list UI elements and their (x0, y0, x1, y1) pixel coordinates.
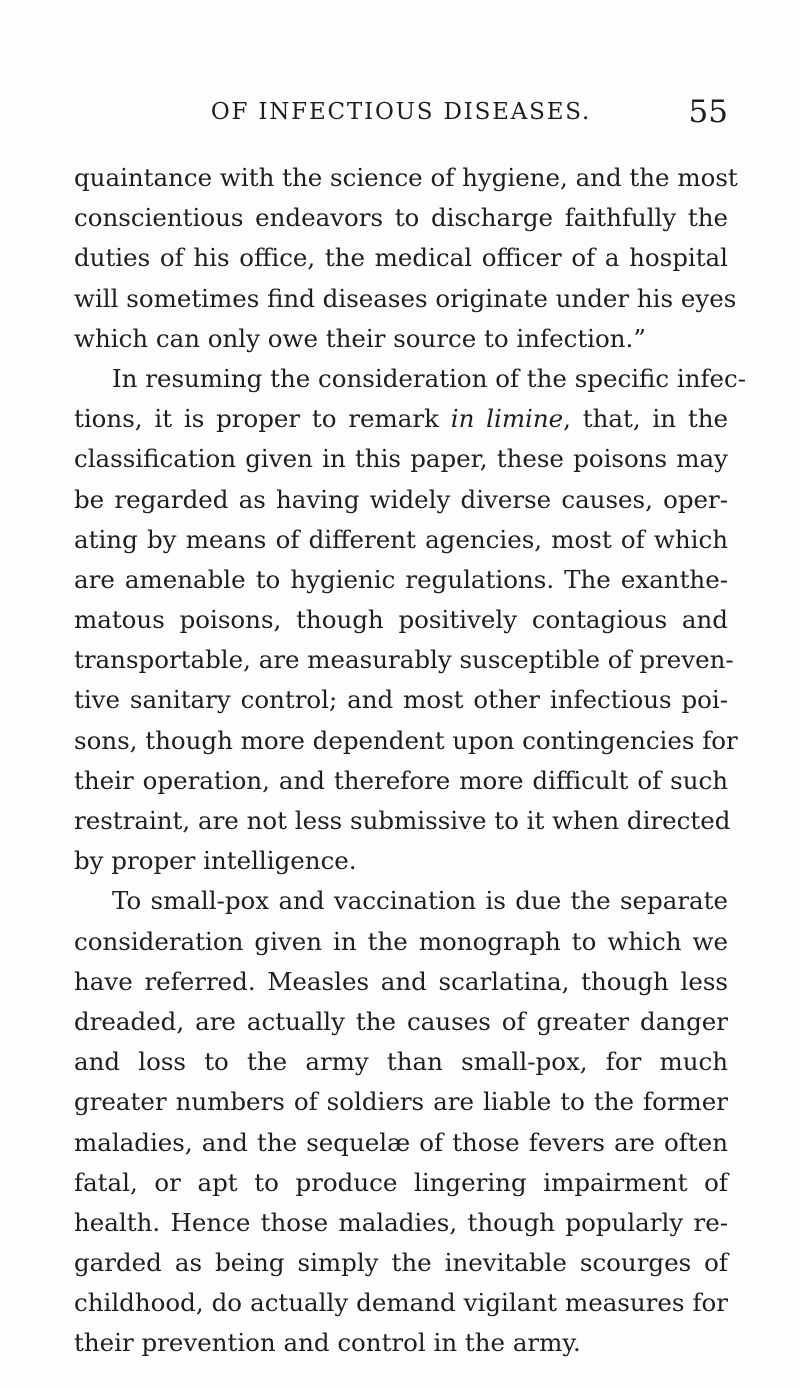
text-line: by proper intelligence. (74, 846, 357, 876)
text-line: transportable, are measurably susceptible of preven- (74, 645, 734, 675)
text-line: garded as being simply the inevitable scourges of (74, 1248, 728, 1278)
paragraph-start-line: To small-pox and vaccination is due the separate (112, 886, 728, 916)
text-line: which can only owe their source to infection.” (74, 323, 646, 353)
text-line: conscientious endeavors to discharge faithfully the (74, 203, 728, 233)
text-line: will sometimes find diseases originate under his eyes (74, 283, 737, 313)
text-line: duties of his office, the medical officer of a hospital (74, 243, 728, 273)
text-line: tive sanitary control; and most other infectious poi- (74, 685, 728, 715)
italic-phrase: in limine (450, 404, 564, 434)
text-line: fatal, or apt to produce lingering impairment of (74, 1167, 728, 1197)
text-line: are amenable to hygienic regulations. The exanthe- (74, 564, 728, 594)
text-line: health. Hence those maladies, though popularly re- (74, 1207, 728, 1237)
running-head (74, 92, 728, 132)
text-line: dreaded, are actually the causes of greater danger (74, 1006, 728, 1036)
paragraph-start-line: In resuming the consideration of the specific infec- (112, 363, 747, 393)
text-line: their operation, and therefore more difficult of such (74, 765, 728, 795)
text-segment: , that, in the (563, 404, 728, 434)
text-line: childhood, do actually demand vigilant measures for (74, 1288, 728, 1318)
text-line: and loss to the army than small-pox, for much (74, 1047, 728, 1077)
text-line: restraint, are not less submissive to it when directed (74, 806, 731, 835)
text-line: sons, though more dependent upon contingencies for (74, 725, 738, 755)
text-line: consideration given in the monograph to which we (74, 926, 728, 956)
text-segment: tions, it is proper to remark (74, 404, 451, 434)
text-line: their prevention and control in the army. (74, 1328, 581, 1358)
text-line: ating by means of different agencies, most of which (74, 524, 728, 554)
text-line: quaintance with the science of hygiene, and the most (74, 163, 738, 192)
body-text (74, 158, 747, 1364)
text-line: maladies, and the sequelæ of those fevers are often (74, 1127, 728, 1157)
running-title: OF INFECTIOUS DISEASES. (210, 99, 592, 125)
text-line: be regarded as having widely diverse causes, oper- (74, 484, 728, 514)
page-number: 55 (688, 94, 728, 130)
text-line: classification given in this paper, these poisons may (74, 444, 728, 474)
text-line: have referred. Measles and scarlatina, though less (74, 966, 728, 996)
text-line: greater numbers of soldiers are liable to the former (74, 1087, 728, 1117)
text-line (74, 399, 728, 439)
text-line: matous poisons, though positively contagious and (74, 605, 728, 635)
